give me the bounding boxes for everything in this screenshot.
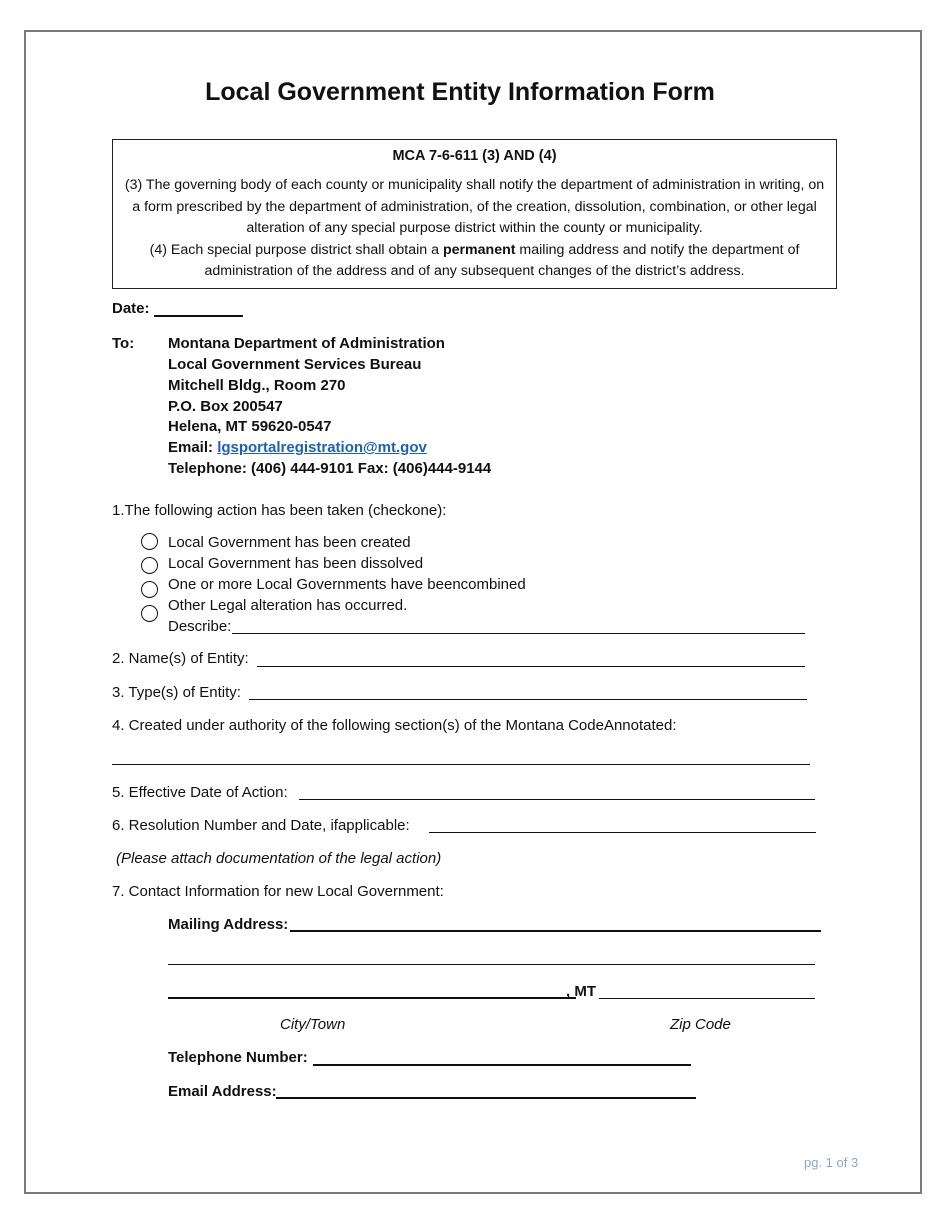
statute-text — [123, 175, 826, 283]
q3-label: 3. Type(s) of Entity: — [112, 684, 241, 701]
zip-caption: Zip Code — [670, 1016, 731, 1033]
statute-para-3: (3) The governing body of each county or municipality shall notify the department of administration in writing, on a form prescribed by the department of administration, of the creation, dissolution, combination, or other legal alteration of any special purpose district within the county or municipality. — [124, 177, 825, 237]
entity-type-field[interactable] — [249, 699, 807, 700]
to-email-row — [168, 439, 427, 456]
telephone-field[interactable] — [313, 1064, 691, 1066]
describe-field[interactable] — [232, 633, 805, 634]
email-address-field[interactable] — [276, 1097, 696, 1099]
radio-other[interactable] — [141, 605, 158, 622]
statute-box — [112, 139, 837, 289]
statute-para-4-start: (4) Each special purpose district shall obtain a — [149, 241, 443, 258]
to-phone: Telephone: (406) 444-9101 Fax: (406)444-9144 — [168, 460, 492, 477]
city-field[interactable] — [168, 997, 576, 999]
option-dissolved: Local Government has been dissolved — [168, 555, 424, 572]
statute-heading: MCA 7-6-611 (3) AND (4) — [392, 148, 557, 164]
to-line-5: Helena, MT 59620-0547 — [168, 418, 332, 435]
q7-label: 7. Contact Information for new Local Government: — [112, 883, 444, 900]
email-link[interactable]: lgsportalregistration@mt.gov — [217, 439, 427, 456]
effective-date-field[interactable] — [299, 799, 815, 800]
radio-combined[interactable] — [141, 581, 158, 598]
attach-note: (Please attach documentation of the legal action) — [116, 850, 442, 867]
statute-para-4-end: mailing address and notify the department of administration of the address and of any subsequent changes of the district’s address. — [204, 241, 800, 280]
telephone-label: Telephone Number: — [168, 1049, 308, 1066]
to-line-2: Local Government Services Bureau — [168, 356, 422, 373]
to-line-1: Montana Department of Administration — [168, 335, 445, 352]
entity-name-field[interactable] — [257, 666, 805, 667]
city-caption: City/Town — [280, 1016, 346, 1033]
q1-label: 1.The following action has been taken (checkone): — [112, 502, 447, 519]
authority-field[interactable] — [112, 764, 810, 765]
email-label: Email: — [168, 439, 218, 456]
mailing-address-field[interactable] — [290, 930, 821, 932]
describe-label: Describe: — [168, 618, 232, 635]
to-line-3: Mitchell Bldg., Room 270 — [168, 377, 346, 394]
q4-label: 4. Created under authority of the following section(s) of the Montana CodeAnnotated: — [112, 717, 677, 734]
resolution-field[interactable] — [429, 832, 816, 833]
radio-dissolved[interactable] — [141, 557, 158, 574]
zip-field[interactable] — [599, 998, 815, 999]
option-combined: One or more Local Governments have beencombined — [168, 576, 526, 593]
state-mt-label: , MT — [566, 983, 596, 1000]
form-title: Local Government Entity Information Form — [205, 78, 715, 106]
date-field[interactable] — [154, 315, 243, 317]
mailing-address-label: Mailing Address: — [168, 916, 289, 933]
to-line-4: P.O. Box 200547 — [168, 398, 283, 415]
page-number: pg. 1 of 3 — [804, 1155, 859, 1170]
q2-label: 2. Name(s) of Entity: — [112, 650, 249, 667]
mailing-address-line-2[interactable] — [168, 964, 815, 965]
date-label: Date: — [112, 300, 150, 317]
q5-label: 5. Effective Date of Action: — [112, 784, 288, 801]
statute-para-4-emphasis: permanent — [442, 241, 516, 258]
radio-created[interactable] — [141, 533, 158, 550]
email-address-label: Email Address: — [168, 1083, 277, 1100]
option-created: Local Government has been created — [168, 534, 411, 551]
q6-label: 6. Resolution Number and Date, ifapplicable: — [112, 817, 410, 834]
to-label: To: — [112, 335, 135, 352]
option-other: Other Legal alteration has occurred. — [168, 597, 408, 614]
